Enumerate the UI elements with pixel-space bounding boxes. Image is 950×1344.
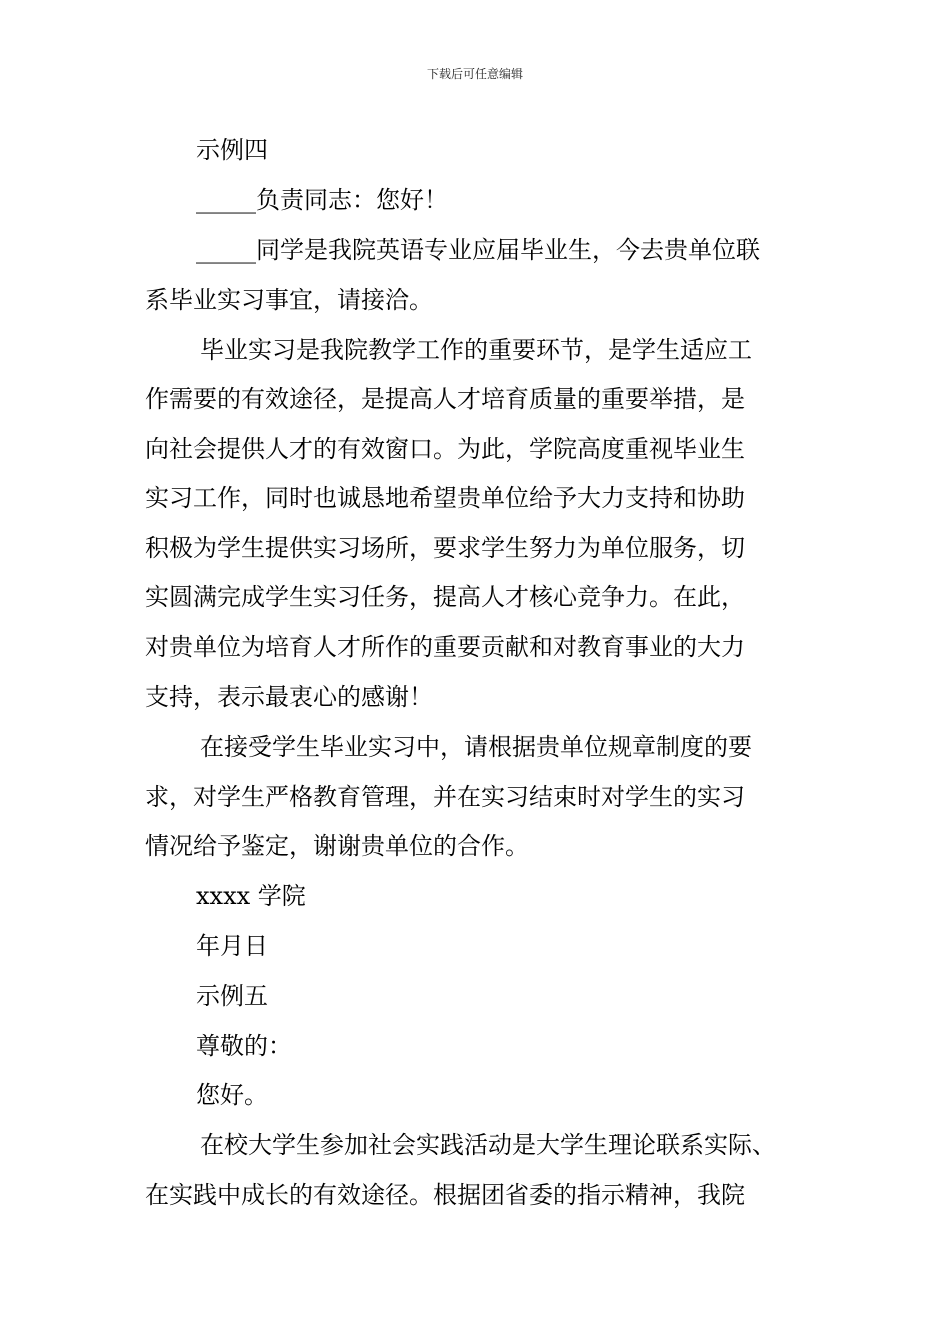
greeting-line: 您好。 bbox=[196, 1081, 268, 1109]
section-title-example-5: 示例五 bbox=[196, 982, 268, 1010]
text-line: 实习工作，同时也诚恳地希望贵单位给予大力支持和协助 bbox=[145, 484, 745, 512]
text-line: 在接受学生毕业实习中，请根据贵单位规章制度的要 bbox=[200, 733, 752, 761]
text-line: 系毕业实习事宜，请接洽。 bbox=[145, 286, 433, 314]
text-line: 求，对学生严格教育管理，并在实习结束时对学生的实习 bbox=[145, 783, 745, 811]
salutation-line: _____负责同志：您好！ bbox=[196, 186, 448, 214]
text-line: 作需要的有效途径，是提高人才培育质量的重要举措，是 bbox=[145, 385, 745, 413]
text-line: 支持，表示最衷心的感谢！ bbox=[145, 683, 433, 711]
text-line: 积极为学生提供实习场所，要求学生努力为单位服务，切 bbox=[145, 534, 745, 562]
text-line: 在实践中成长的有效途径。根据团省委的指示精神，我院 bbox=[145, 1181, 745, 1209]
text-line: 实圆满完成学生实习任务，提高人才核心竞争力。在此， bbox=[145, 583, 745, 611]
signature-school: xxxx 学院 bbox=[196, 882, 306, 910]
text-line: 向社会提供人才的有效窗口。为此，学院高度重视毕业生 bbox=[145, 435, 745, 463]
text-line: _____同学是我院英语专业应届毕业生，今去贵单位联 bbox=[196, 236, 760, 264]
page-header: 下载后可任意编辑 bbox=[426, 67, 523, 81]
salutation-line: 尊敬的： bbox=[196, 1032, 292, 1060]
text-line: 情况给予鉴定，谢谢贵单位的合作。 bbox=[145, 832, 529, 860]
text-line: 在校大学生参加社会实践活动是大学生理论联系实际、 bbox=[200, 1131, 776, 1159]
section-title-example-4: 示例四 bbox=[196, 136, 268, 164]
text-line: 毕业实习是我院教学工作的重要环节，是学生适应工 bbox=[200, 336, 752, 364]
signature-date: 年月日 bbox=[196, 932, 268, 960]
text-line: 对贵单位为培育人才所作的重要贡献和对教育事业的大力 bbox=[145, 633, 745, 661]
